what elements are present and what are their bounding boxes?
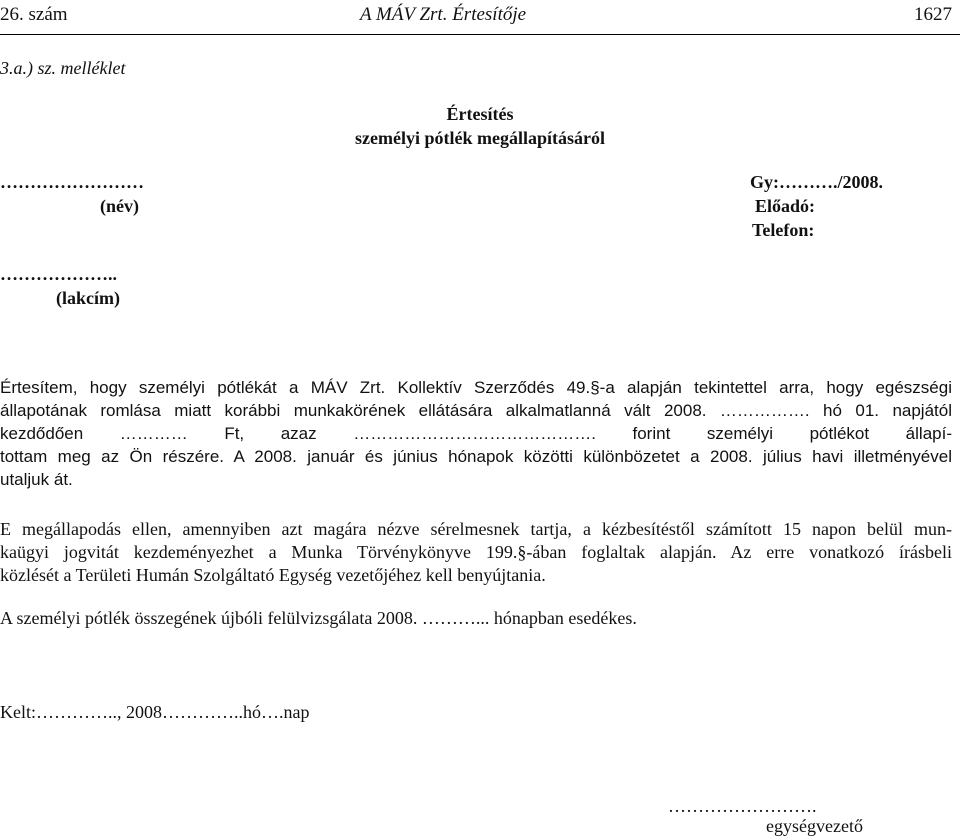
paragraph-line: tottam meg az Ön részére. A 2008. január és június hónapok közötti különbözetet a 2008. július havi illetményével <box>0 447 952 466</box>
signer-title: egységvezető <box>766 816 863 836</box>
officer-label: Előadó: <box>755 196 816 216</box>
paragraph-line: állapotának romlása miatt korábbi munkakörének ellátására alkalmatlanná vált 2008. ……………. hó 01. napjától <box>0 401 952 420</box>
header-divider <box>0 34 960 35</box>
paragraph-line: közlését a Területi Humán Szolgáltató Egység vezetőjéhez kell benyújtania. <box>0 565 546 585</box>
document-subtitle: személyi pótlék megállapításáról <box>355 128 605 148</box>
body-paragraph-2 <box>0 518 952 587</box>
place-date-line: Kelt:………….., 2008…………..hó….nap <box>0 702 310 722</box>
paragraph-line: utaljuk át. <box>0 470 73 489</box>
signature-dots: ……………………. <box>668 796 817 816</box>
recipient-name-label: (név) <box>100 196 139 216</box>
document-title: Értesítés <box>446 104 514 124</box>
body-paragraph-1 <box>0 376 952 491</box>
recipient-name-dots: …………………… <box>0 172 144 192</box>
issue-number: 26. szám <box>0 4 68 25</box>
paragraph-line: kaügyi jogvitát kezdeményezhet a Munka Törvénykönyve 199.§-ában foglaltak alapján. Az erre vonatkozó írásbeli <box>0 542 952 562</box>
file-number: Gy:………./2008. <box>750 172 883 192</box>
paragraph-line: E megállapodás ellen, amennyiben azt magára nézve sérelmesnek tartja, a kézbesítéstől számított 15 napon belül mun- <box>0 519 952 539</box>
page-number: 1627 <box>914 4 952 25</box>
recipient-address-dots: ……………….. <box>0 264 117 284</box>
recipient-address-label: (lakcím) <box>56 288 120 308</box>
publication-title: A MÁV Zrt. Értesítője <box>360 4 527 25</box>
review-note: A személyi pótlék összegének újbóli felülvizsgálata 2008. ………... hónapban esedékes. <box>0 608 637 628</box>
paragraph-line: kezdődően ………… Ft, azaz ……………………………………. forint személyi pótlékot állapí- <box>0 424 952 443</box>
annex-label: 3.a.) sz. melléklet <box>0 58 126 78</box>
paragraph-line: Értesítem, hogy személyi pótlékát a MÁV Zrt. Kollektív Szerződés 49.§-a alapján tekintettel arra, hogy egészségi <box>0 378 952 397</box>
phone-label: Telefon: <box>752 220 815 240</box>
